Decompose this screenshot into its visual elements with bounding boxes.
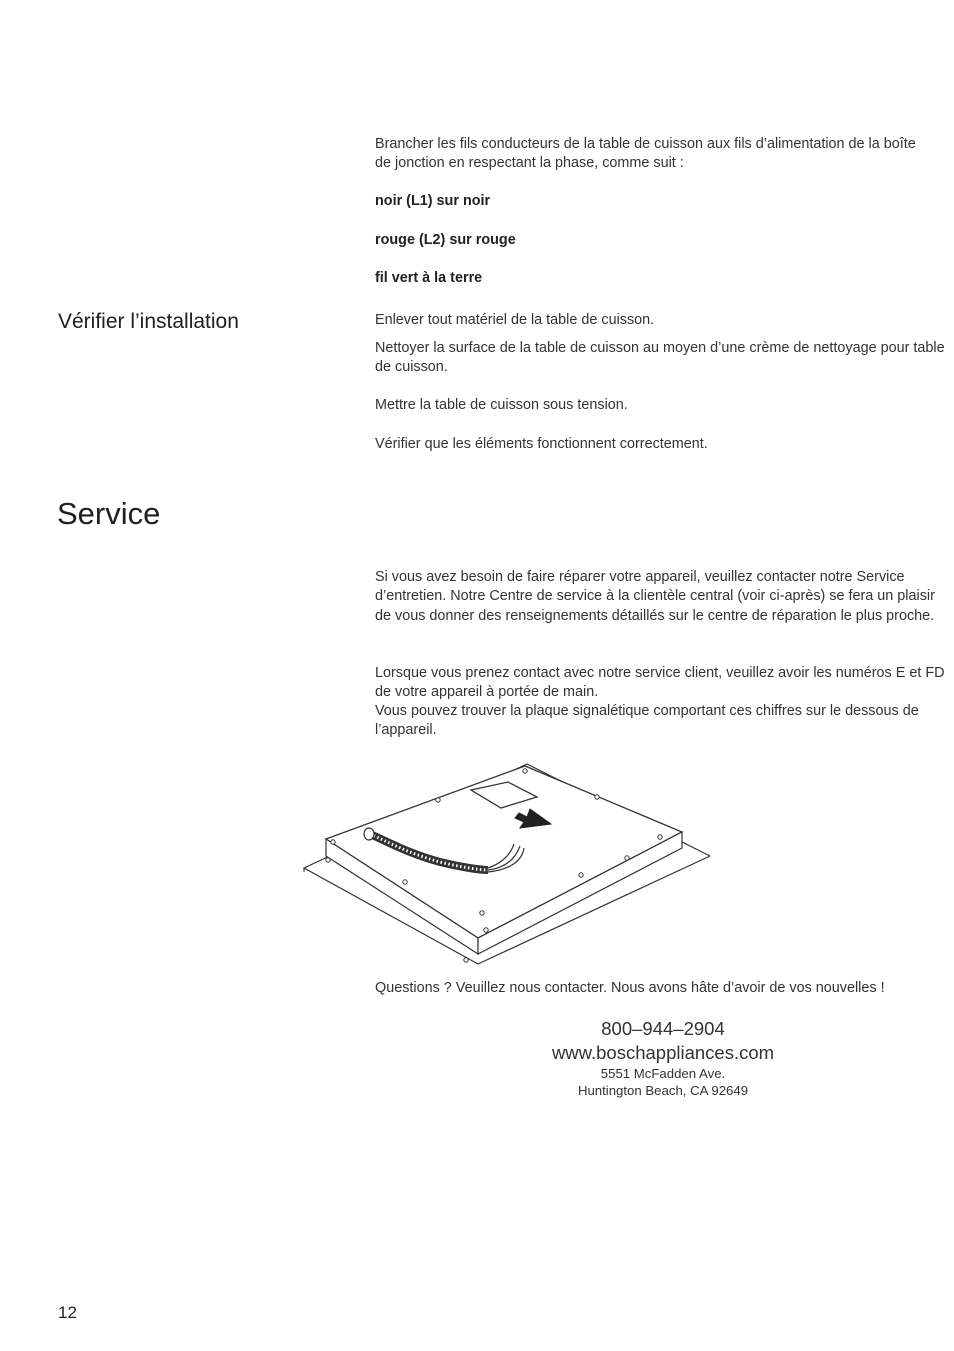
- verify-step-2: Nettoyer la surface de la table de cuisson au moyen d’une crème de nettoyage pour table de cuisson.: [375, 340, 945, 376]
- contact-phone: 800–944–2904: [601, 1018, 725, 1039]
- contact-address-city: Huntington Beach, CA 92649: [577, 1083, 749, 1098]
- verify-heading: Vérifier l’installation: [58, 310, 239, 333]
- verify-step-4: Vérifier que les éléments fonctionnent correctement.: [375, 436, 708, 452]
- service-paragraph-1: Si vous avez besoin de faire réparer votre appareil, veuillez contacter notre Service d’entretien. Notre Centre de service à la clientèle central (voir ci-après) se fera un plaisir de vous donner des renseignements détaillés sur le centre de réparation le plus proche.: [375, 569, 935, 624]
- verify-step-3: Mettre la table de cuisson sous tension.: [375, 397, 628, 413]
- wiring-black: noir (L1) sur noir: [375, 193, 491, 209]
- service-paragraph-2: Lorsque vous prenez contact avec notre service client, veuillez avoir les numéros E et FD de votre appareil à portée de main.: [375, 665, 945, 701]
- questions-line: Questions ? Veuillez nous contacter. Nous avons hâte d’avoir de vos nouvelles !: [375, 980, 885, 996]
- cooktop-underside-illustration: [300, 760, 710, 968]
- wiring-intro: Brancher les fils conducteurs de la table de cuisson aux fils d’alimentation de la boîte de jonction en respectant la phase, comme suit :: [375, 136, 916, 172]
- wiring-red: rouge (L2) sur rouge: [375, 232, 516, 248]
- verify-step-1: Enlever tout matériel de la table de cuisson.: [375, 312, 655, 328]
- service-paragraph-3: Vous pouvez trouver la plaque signalétique comportant ces chiffres sur le dessous de l’appareil.: [375, 703, 919, 739]
- service-heading: Service: [57, 496, 161, 531]
- contact-block: [490, 1017, 836, 1099]
- contact-website: www.boschappliances.com: [551, 1042, 775, 1063]
- wiring-ground: fil vert à la terre: [375, 270, 483, 286]
- contact-address-street: 5551 McFadden Ave.: [600, 1066, 726, 1081]
- page-number: 12: [58, 1303, 77, 1322]
